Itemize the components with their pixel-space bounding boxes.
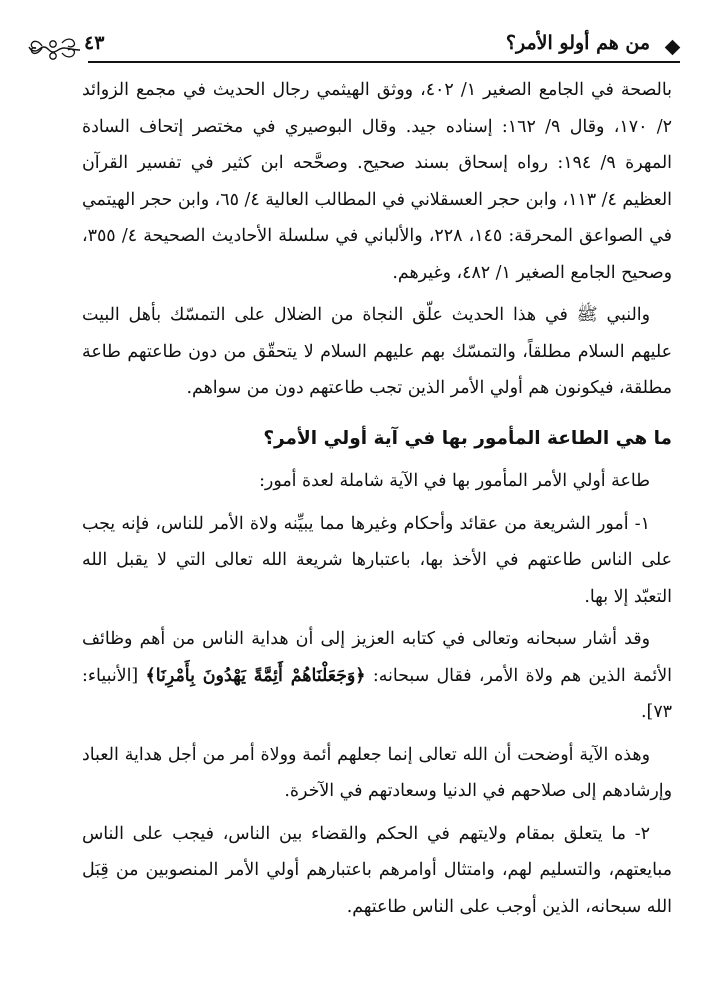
ornament-icon (26, 32, 82, 62)
section-heading: ما هي الطاعة المأمور بها في آية أولي الأمر؟ (263, 427, 672, 449)
header-rule (88, 61, 680, 63)
quran-verse: ﴿وَجَعَلْنَاهُمْ أَئِمَّةً يَهْدُونَ بِأَمْرِنَا﴾ (145, 665, 366, 686)
verse-intro-text: وقد أشار سبحانه وتعالى في كتابه العزيز إلى أن هداية الناس من أهم وظائف الأئمة الذين هم ولاة الأمر، فقال سبحانه: (82, 629, 673, 686)
verse-reference: [الأنبياء: ٧٣]. (82, 665, 672, 722)
running-header (0, 0, 708, 80)
page-body (82, 72, 672, 925)
running-title: من هم أولو الأمر؟ (505, 32, 650, 54)
diamond-icon (665, 40, 681, 56)
paragraph-intro: طاعة أولي الأمر المأمور بها في الآية شاملة لعدة أمور: (259, 471, 650, 491)
page-number: ٤٣ (84, 32, 105, 54)
paragraph-ahl-al-bayt: والنبي ﷺ في هذا الحديث علّق النجاة من الضلال على التمسّك بأهل البيت عليهم السلام مطلقاً، والتمسّك بهم عليهم السلام لا يتحقّق من دون طاعتهم طاعة مطلقة، فيكونون هم أولي الأمر الذين تجب طاعتهم دون من سواهم. (82, 305, 672, 398)
paragraph-point-2: ٢- ما يتعلق بمقام ولايتهم في الحكم والقضاء بين الناس، فيجب على الناس مبايعتهم، والتسليم لهم، وامتثال أوامرهم باعتبارهم أولي الأمر المنصوبين من قِبَل الله سبحانه، الذين أوجب على الناس طاعتهم. (82, 823, 672, 917)
paragraph-point-1: ١- أمور الشريعة من عقائد وأحكام وغيرها مما يبيِّنه ولاة الأمر للناس، فإنه يجب على الناس طاعتهم في الأخذ بها، باعتبارها شريعة الله تعالى التي لا يقبل الله التعبّد إلا بها. (82, 513, 672, 607)
paragraph-citations: بالصحة في الجامع الصغير ١/ ٤٠٢، ووثق الهيثمي رجال الحديث في مجمع الزوائد ٢/ ١٧٠، وقال ٩/ ١٦٢: إسناده جيد. وقال البوصيري في مختصر إتحاف السادة المهرة ٩/ ١٩٤: رواه إسحاق بسند صحيح. وصحَّحه ابن كثير في تفسير القرآن العظيم ٤/ ١١٣، وابن حجر العسقلاني في المطالب العالية ٤/ ٦٥، وابن حجر الهيتمي في الصواعق المحرقة: ١٤٥، ٢٢٨، والألباني في سلسلة الأحاديث الصحيحة ٤/ ٣٥٥، وصحيح الجامع الصغير ١/ ٤٨٢، وغيرهم. (82, 80, 673, 283)
paragraph-quran-verse (82, 621, 672, 731)
paragraph-verse-explanation: وهذه الآية أوضحت أن الله تعالى إنما جعلهم أئمة وولاة أمر من أجل هداية العباد وإرشادهم إلى صلاحهم في الدنيا وسعادتهم في الآخرة. (82, 744, 672, 801)
